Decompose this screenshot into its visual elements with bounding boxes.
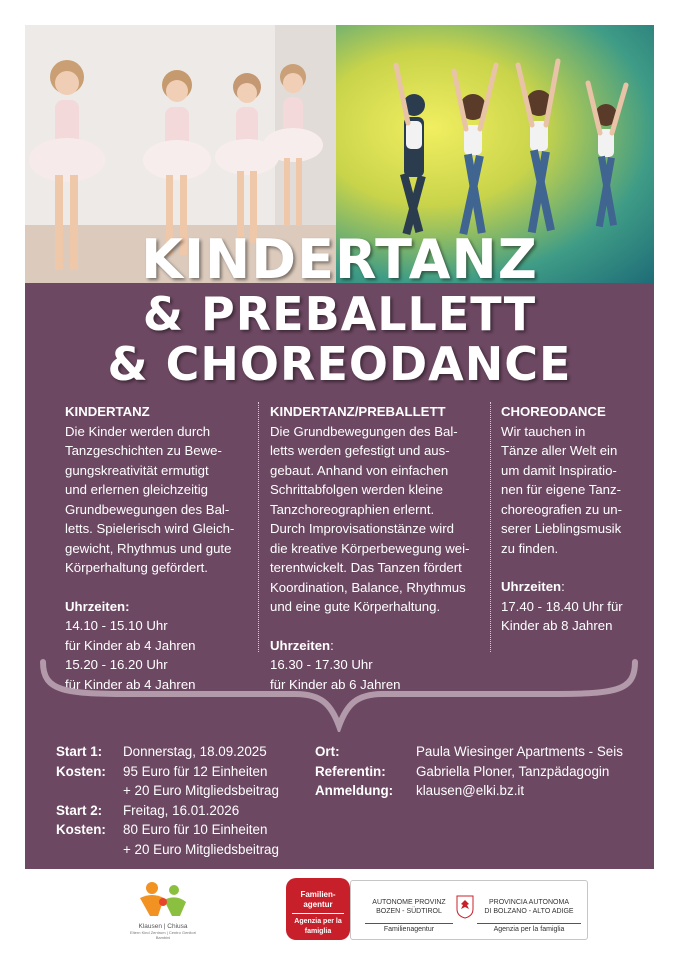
body-line: terentwickelt. Das Tanzen fördert	[270, 560, 462, 575]
body-line: Die Grundbewegungen des Bal-	[270, 423, 458, 439]
body-line: nen für eigene Tanz-	[501, 482, 621, 497]
title-line-1: KINDERTANZ	[141, 228, 538, 291]
curly-brace-divider	[25, 652, 654, 732]
elki-name: Klausen | Chiusa	[138, 923, 188, 930]
time-line: für Kinder ab 6 Jahren	[270, 676, 401, 692]
detail-label	[56, 781, 123, 801]
times-label: Uhrzeiten:	[65, 598, 130, 614]
details-right	[315, 742, 623, 801]
column-divider	[490, 402, 491, 652]
body-line: Körperhaltung gefördert.	[65, 560, 208, 575]
column-choreodance	[501, 402, 641, 636]
body-line: choreografien zu un-	[501, 501, 622, 517]
column-heading: KINDERTANZ/PREBALLETT	[270, 404, 446, 419]
fam-badge-bottom: Agenzia per la famiglia	[292, 913, 344, 937]
details-left	[56, 742, 279, 859]
elki-subtitle: Eltern Kind Zentrum | Centro Genitori Bambini	[130, 930, 196, 940]
body-line: Tänze aller Welt ein	[501, 443, 618, 458]
body-line: Tanzchoreographien erlernt.	[270, 501, 435, 517]
body-line: gewicht, Rhythmus und gute	[65, 540, 232, 556]
body-line: Koordination, Balance, Rhythmus	[270, 579, 466, 595]
body-line: serer Lieblingsmusik	[501, 521, 622, 536]
detail-value: Paula Wiesinger Apartments - Seis	[416, 744, 623, 759]
detail-value: 80 Euro für 10 Einheiten	[123, 822, 268, 837]
detail-row	[315, 762, 623, 782]
times-label: Uhrzeiten:	[270, 637, 334, 653]
title-line-2: & PREBALLETT	[142, 287, 537, 341]
detail-value: + 20 Euro Mitgliedsbeitrag	[123, 841, 279, 857]
body-line: Die Kinder werden durch	[65, 423, 211, 439]
body-line: Wir tauchen in	[501, 423, 586, 439]
province-de: AUTONOME PROVINZ BOZEN - SÜDTIROL	[372, 899, 446, 915]
body-line: letts. Spielerisch wird Gleich-	[65, 521, 235, 536]
province-it: PROVINCIA AUTONOMA DI BOLZANO - ALTO ADIGE	[484, 899, 574, 915]
detail-label: Start 2:	[56, 802, 103, 818]
body-line: und eine gute Körperhaltung.	[270, 599, 441, 614]
time-line: 16.30 - 17.30 Uhr	[270, 657, 373, 672]
time-line: 17.40 - 18.40 Uhr für	[501, 598, 623, 614]
detail-label: Referentin:	[315, 763, 386, 779]
title-line-3: & CHOREODANCE	[107, 337, 572, 391]
province-support-box	[350, 880, 588, 940]
detail-row	[56, 820, 279, 840]
detail-row	[315, 742, 623, 762]
detail-value: Donnerstag, 18.09.2025	[123, 744, 267, 759]
detail-label: Anmeldung:	[315, 783, 394, 798]
body-line: Durch Improvisationstänze wird	[270, 521, 454, 536]
times-label-text: Uhrzeiten	[270, 637, 331, 653]
familienagentur-badge	[286, 878, 350, 940]
body-line: die kreative Körperbewegung wei-	[270, 540, 470, 556]
detail-row	[56, 781, 279, 801]
detail-value: Gabriella Ploner, Tanzpädagogin	[416, 763, 610, 779]
detail-value: 95 Euro für 12 Einheiten	[123, 763, 268, 779]
time-line: Kinder ab 8 Jahren	[501, 618, 613, 633]
detail-label	[56, 840, 123, 860]
body-line: gungskreativität ermutigt	[65, 462, 209, 478]
body-line: Tanzgeschichten zu Bewe-	[65, 443, 222, 458]
detail-row	[56, 801, 279, 821]
elki-logo-icon	[136, 880, 190, 918]
body-line: letts werden gefestigt und aus-	[270, 443, 450, 458]
detail-label: Ort:	[315, 744, 340, 759]
body-line: zu finden.	[501, 540, 559, 556]
detail-row	[56, 762, 279, 782]
detail-value: Freitag, 16.01.2026	[123, 802, 240, 818]
agency-it: Agenzia per la famiglia	[477, 923, 581, 935]
body-line: um damit Inspiratio-	[501, 462, 617, 478]
time-line: 14.10 - 15.10 Uhr	[65, 618, 168, 633]
body-line: Schrittabfolgen werden kleine	[270, 482, 444, 497]
detail-label: Start 1:	[56, 744, 103, 759]
detail-value[interactable]: klausen@elki.bz.it	[416, 783, 525, 798]
detail-row	[315, 781, 623, 801]
times-label-text: Uhrzeiten	[501, 579, 562, 594]
column-heading: KINDERTANZ	[65, 404, 150, 419]
column-kindertanz	[65, 402, 255, 694]
detail-label: Kosten:	[56, 763, 106, 779]
detail-value: + 20 Euro Mitgliedsbeitrag	[123, 783, 279, 798]
column-heading: CHOREODANCE	[501, 404, 606, 419]
column-divider	[258, 402, 259, 652]
body-line: gebaut. Anhand von einfachen	[270, 462, 449, 478]
detail-label: Kosten:	[56, 822, 106, 837]
times-label: Uhrzeiten:	[501, 579, 565, 594]
fam-badge-top: Familien- agentur	[300, 890, 336, 909]
detail-row	[56, 742, 279, 762]
time-line: 15.20 - 16.20 Uhr	[65, 657, 168, 672]
time-line: für Kinder ab 4 Jahren	[65, 676, 196, 692]
elki-logo	[128, 880, 198, 944]
column-preballett	[270, 402, 485, 694]
time-line: für Kinder ab 4 Jahren	[65, 637, 196, 653]
tyrolean-eagle-crest-icon	[456, 895, 474, 919]
body-line: und erlernen gleichzeitig	[65, 482, 208, 497]
body-line: Grundbewegungen des Bal-	[65, 501, 230, 517]
detail-row	[56, 840, 279, 860]
agency-de: Familienagentur	[365, 923, 453, 935]
